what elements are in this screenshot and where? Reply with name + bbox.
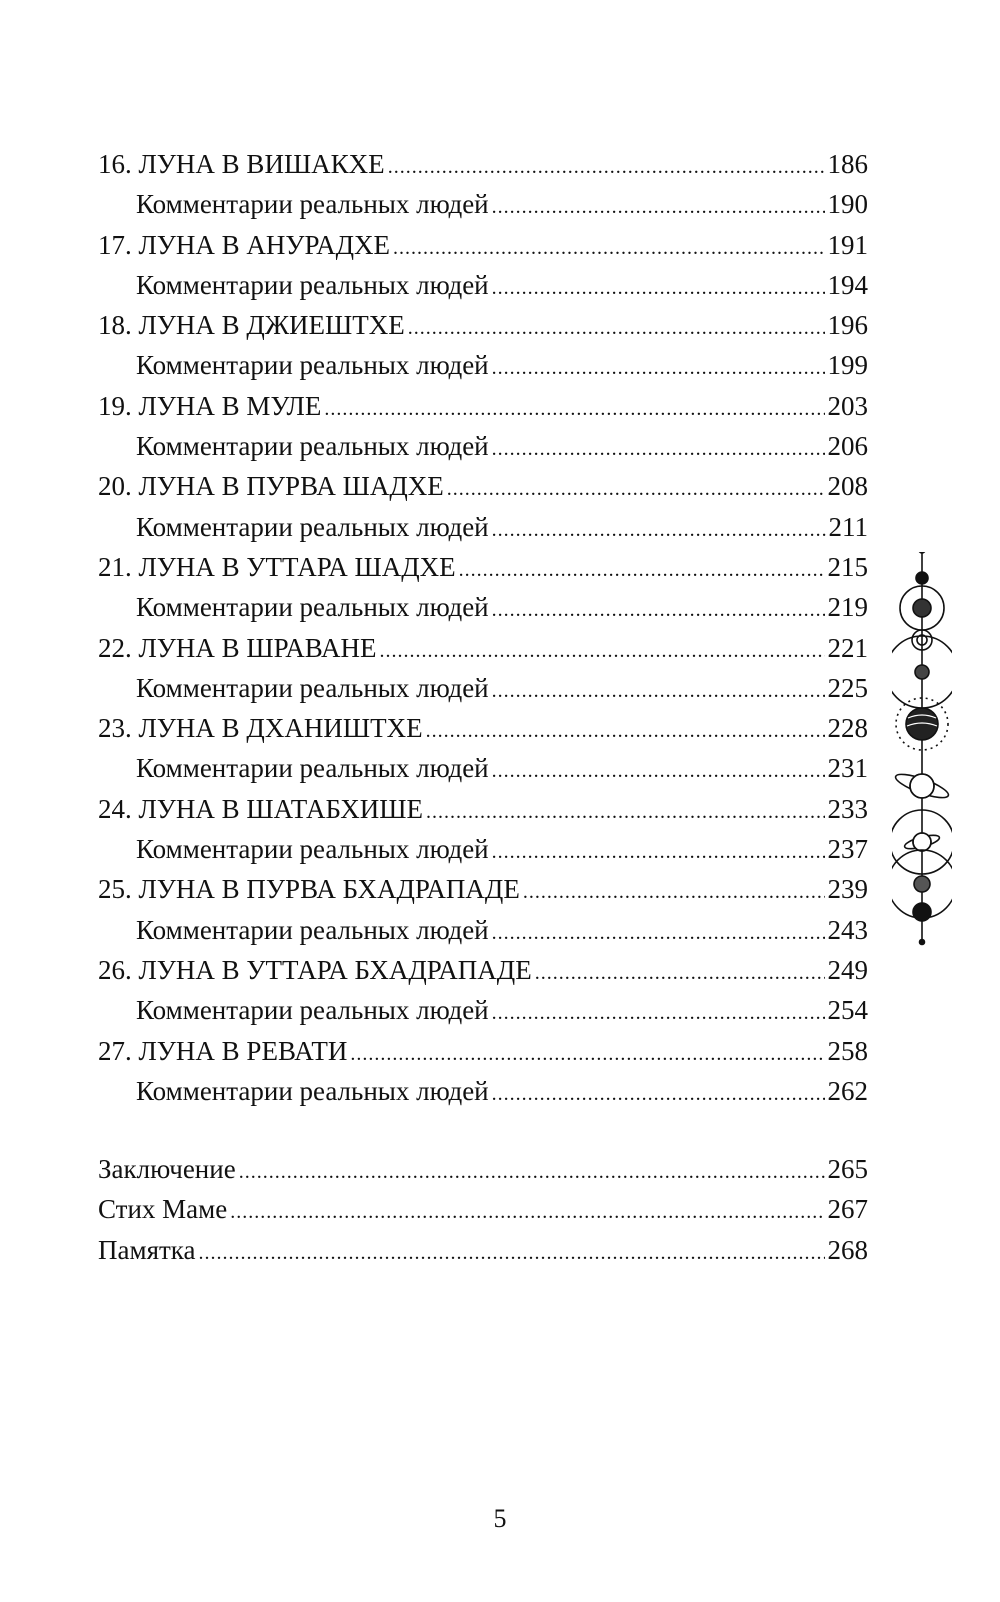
toc-entry-title: 16. ЛУНА В ВИШАКХЕ (98, 149, 385, 179)
toc-entry-title: Комментарии реальных людей (136, 511, 489, 542)
leader-dots (393, 228, 824, 268)
toc-chapter-entry (98, 547, 868, 587)
leader-dots (350, 1034, 824, 1074)
toc-entry-page: 221 (827, 632, 868, 663)
toc-entry-page: 215 (827, 551, 868, 582)
toc-entry-page: 249 (827, 954, 868, 985)
planets-ornament-icon (892, 552, 952, 952)
toc-comment-entry (98, 507, 868, 547)
toc-entry-title: Комментарии реальных людей (136, 350, 489, 381)
leader-dots (492, 832, 825, 872)
leader-dots (230, 1192, 824, 1232)
toc-chapter-entry (98, 628, 868, 668)
toc-entry-page: 219 (827, 592, 868, 623)
toc-entry-title: Комментарии реальных людей (136, 672, 489, 703)
leader-dots (492, 429, 825, 469)
toc-chapter-entry (98, 708, 868, 748)
toc-comment-entry (98, 587, 868, 627)
toc-entry-page: 191 (827, 229, 868, 260)
toc-entry-page: 258 (827, 1035, 868, 1066)
toc-comment-entry (98, 184, 868, 224)
toc-entry-page: 190 (827, 189, 868, 220)
toc-chapter-entry (98, 305, 868, 345)
toc-entry-title: Комментарии реальных людей (136, 834, 489, 865)
toc-chapter-entry (98, 789, 868, 829)
toc-entry-page: 262 (827, 1075, 868, 1106)
toc-entry-page: 225 (827, 672, 868, 703)
toc-entry-page: 233 (827, 793, 868, 824)
toc-comment-entry (98, 668, 868, 708)
toc-chapter-entry (98, 950, 868, 990)
leader-dots (492, 187, 825, 227)
leader-dots (324, 389, 824, 429)
leader-dots (492, 993, 825, 1033)
toc-chapter-entry (98, 225, 868, 265)
leader-dots (459, 550, 825, 590)
page-number: 5 (493, 1504, 507, 1533)
leader-dots (492, 510, 826, 550)
leader-dots (523, 872, 825, 912)
toc-entry-page: 203 (827, 390, 868, 421)
toc-entry-title: 25. ЛУНА В ПУРВА БХАДРАПАДЕ (98, 874, 520, 905)
toc-comment-entry (98, 426, 868, 466)
toc-entry-title: 24. ЛУНА В ШАТАБХИШЕ (98, 793, 424, 824)
toc-entry-title: Комментарии реальных людей (136, 753, 489, 784)
table-of-contents (98, 144, 868, 1270)
toc-back-matter-entry (98, 1230, 868, 1270)
toc-entry-page: 208 (827, 471, 868, 502)
toc-chapter-entry (98, 386, 868, 426)
toc-entry-title: Комментарии реальных людей (136, 269, 489, 300)
leader-dots (408, 308, 825, 348)
toc-entry-title: 27. ЛУНА В РЕВАТИ (98, 1035, 348, 1066)
toc-entry-page: 228 (827, 713, 868, 744)
toc-entry-title: 23. ЛУНА В ДХАНИШТХЕ (98, 713, 423, 744)
toc-entry-title: Памятка (98, 1234, 196, 1265)
leader-dots (492, 913, 825, 953)
toc-entry-page: 265 (827, 1154, 868, 1185)
toc-entry-page: 267 (827, 1194, 868, 1225)
toc-entry-title: 22. ЛУНА В ШРАВАНЕ (98, 632, 377, 663)
toc-comment-entry (98, 910, 868, 950)
toc-back-matter-entry (98, 1149, 868, 1189)
toc-entry-title: Комментарии реальных людей (136, 914, 489, 945)
leader-dots (492, 751, 825, 791)
toc-entry-title: 18. ЛУНА В ДЖИЕШТХЕ (98, 310, 405, 341)
toc-chapter-entry (98, 1031, 868, 1071)
toc-entry-title: Комментарии реальных людей (136, 995, 489, 1026)
toc-entry-title: Стих Маме (98, 1194, 228, 1225)
toc-chapter-entry (98, 466, 868, 506)
leader-dots (492, 590, 825, 630)
toc-entry-title: Заключение (98, 1154, 236, 1185)
toc-entry-title: Комментарии реальных людей (136, 1075, 489, 1106)
leader-dots (239, 1152, 825, 1192)
toc-entry-title: 19. ЛУНА В МУЛЕ (98, 390, 322, 421)
toc-entry-title: 20. ЛУНА В ПУРВА ШАДХЕ (98, 471, 444, 502)
toc-entry-title: Комментарии реальных людей (136, 189, 489, 220)
leader-dots (426, 711, 825, 751)
toc-comment-entry (98, 829, 868, 869)
toc-chapter-entry (98, 144, 868, 184)
toc-entry-page: 231 (827, 753, 868, 784)
toc-entry-page: 194 (827, 269, 868, 300)
toc-entry-title: 17. ЛУНА В АНУРАДХЕ (98, 229, 391, 260)
toc-entry-page: 243 (827, 914, 868, 945)
toc-entry-page: 254 (827, 995, 868, 1026)
toc-back-matter-entry (98, 1189, 868, 1229)
toc-chapter-entry (98, 869, 868, 909)
leader-dots (492, 268, 825, 308)
leader-dots (447, 469, 825, 509)
toc-entry-page: 206 (827, 431, 868, 462)
toc-comment-entry (98, 748, 868, 788)
toc-entry-page: 199 (827, 350, 868, 381)
leader-dots (198, 1233, 824, 1273)
leader-dots (492, 348, 825, 388)
toc-comment-entry (98, 1071, 868, 1111)
toc-entry-title: Комментарии реальных людей (136, 592, 489, 623)
toc-entry-page: 211 (828, 511, 868, 542)
toc-entry-title: 26. ЛУНА В УТТАРА БХАДРАПАДЕ (98, 954, 532, 985)
toc-entry-title: Комментарии реальных людей (136, 431, 489, 462)
leader-dots (492, 671, 825, 711)
toc-comment-entry (98, 265, 868, 305)
leader-dots (426, 792, 824, 832)
toc-entry-page: 239 (827, 874, 868, 905)
leader-dots (492, 1074, 825, 1114)
toc-comment-entry (98, 345, 868, 385)
toc-entry-page: 268 (827, 1234, 868, 1265)
toc-entry-page: 237 (827, 834, 868, 865)
leader-dots (388, 147, 825, 187)
toc-entry-page: 196 (827, 310, 868, 341)
leader-dots (535, 953, 825, 993)
toc-comment-entry (98, 990, 868, 1030)
toc-entry-page: 186 (827, 149, 868, 179)
leader-dots (380, 631, 825, 671)
section-gap (98, 1111, 868, 1149)
toc-entry-title: 21. ЛУНА В УТТАРА ШАДХЕ (98, 551, 456, 582)
